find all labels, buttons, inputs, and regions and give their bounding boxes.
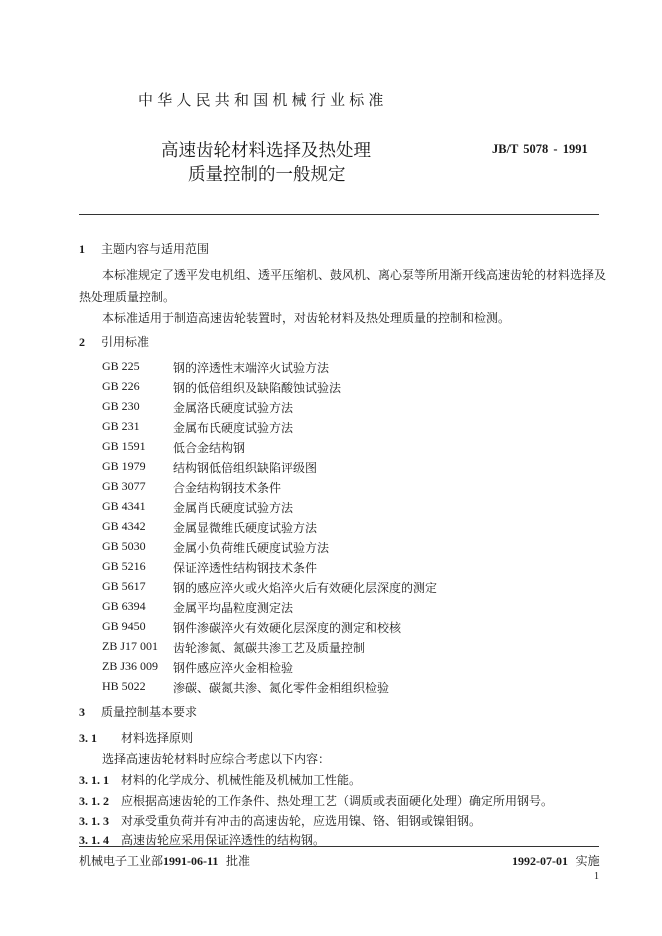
reference-code: GB 4341 <box>102 499 146 513</box>
reference-title: 金属肖氏硬度试验方法 <box>173 501 294 515</box>
reference-code: GB 225 <box>102 359 140 373</box>
reference-title: 钢件渗碳淬火有效硬化层深度的测定和校核 <box>173 621 402 635</box>
header-divider <box>79 214 599 215</box>
reference-code: HB 5022 <box>102 679 146 693</box>
reference-title: 金属显微维氏硬度试验方法 <box>173 521 318 535</box>
section-3-title: 质量控制基本要求 <box>101 705 198 719</box>
section-1-title: 主题内容与适用范围 <box>101 242 210 256</box>
reference-title: 低合金结构钢 <box>173 441 246 455</box>
reference-code: GB 3077 <box>102 479 146 493</box>
reference-code: GB 4342 <box>102 519 146 533</box>
section-3-number: 3 <box>79 705 85 719</box>
section-1-heading <box>79 240 209 257</box>
reference-title: 保证淬透性结构钢技术条件 <box>173 561 318 575</box>
clause-3-1-2 <box>79 792 553 809</box>
clause-number: 3. 1. 4 <box>79 833 109 847</box>
reference-title: 金属洛氏硬度试验方法 <box>173 401 294 415</box>
section-3-heading <box>79 703 197 720</box>
reference-code: GB 226 <box>102 379 140 393</box>
reference-title: 钢的淬透性末端淬火试验方法 <box>173 361 330 375</box>
clause-3-1-3 <box>79 812 481 829</box>
approval-org: 机械电子工业部 <box>79 854 164 868</box>
clause-text: 应根据高速齿轮的工作条件、热处理工艺（调质或表面硬化处理）确定所用钢号。 <box>121 794 554 808</box>
industry-standard-heading: 中华人民共和国机械行业标准 <box>138 91 388 109</box>
section-3-1-heading <box>79 729 193 746</box>
reference-code: GB 5030 <box>102 539 146 553</box>
reference-title: 齿轮渗氮、氮碳共渗工艺及质量控制 <box>173 641 366 655</box>
reference-code: GB 6394 <box>102 599 146 613</box>
approval-word: 批准 <box>226 854 251 868</box>
clause-number: 3. 1. 3 <box>79 814 109 828</box>
reference-title: 金属平均晶粒度测定法 <box>173 601 294 615</box>
reference-title: 结构钢低倍组织缺陷评级图 <box>173 461 318 475</box>
document-title-line1: 高速齿轮材料选择及热处理 <box>161 141 371 161</box>
reference-title: 钢件感应淬火金相检验 <box>173 661 294 675</box>
page-number: 1 <box>594 871 599 882</box>
reference-title: 金属小负荷维氏硬度试验方法 <box>173 541 330 555</box>
clause-text: 对承受重负荷并有冲击的高速齿轮，应选用镍、铬、钼钢或镍钼钢。 <box>121 814 482 828</box>
clause-number: 3. 1. 2 <box>79 794 109 808</box>
section-3-1-number: 3. 1 <box>79 731 97 745</box>
section-2-heading <box>79 333 149 350</box>
section-3-1-intro: 选择高速齿轮材料时应综合考虑以下内容： <box>102 752 331 766</box>
clause-text: 材料的化学成分、机械性能及机械加工性能。 <box>121 773 362 787</box>
reference-code: GB 5617 <box>102 579 146 593</box>
effective-word: 实施 <box>575 854 600 868</box>
clause-number: 3. 1. 1 <box>79 773 109 787</box>
reference-code: GB 9450 <box>102 619 146 633</box>
reference-code: GB 230 <box>102 399 140 413</box>
reference-title: 钢的低倍组织及缺陷酸蚀试验法 <box>173 381 342 395</box>
clause-3-1-1 <box>79 771 361 788</box>
section-1-para2: 本标准适用于制造高速齿轮装置时，对齿轮材料及热处理质量的控制和检测。 <box>102 311 511 325</box>
reference-title: 金属布氏硬度试验方法 <box>173 421 294 435</box>
footer-divider <box>79 846 599 847</box>
reference-title: 钢的感应淬火或火焰淬火后有效硬化层深度的测定 <box>173 581 438 595</box>
reference-code: GB 1591 <box>102 439 146 453</box>
section-3-1-title: 材料选择原则 <box>121 731 194 745</box>
reference-code: GB 5216 <box>102 559 146 573</box>
clause-text: 高速齿轮应采用保证淬透性的结构钢。 <box>121 833 326 847</box>
standard-number: JB/T 5078 - 1991 <box>492 142 588 156</box>
effective-line <box>512 852 600 869</box>
reference-code: GB 231 <box>102 419 140 433</box>
section-1-number: 1 <box>79 242 85 256</box>
section-1-para1-line1: 本标准规定了透平发电机组、透平压缩机、鼓风机、离心泵等所用渐开线高速齿轮的材料选择及 <box>102 268 607 282</box>
reference-title: 渗碳、碳氮共渗、氮化零件金相组织检验 <box>173 681 390 695</box>
section-2-number: 2 <box>79 335 85 349</box>
approval-line <box>79 852 250 869</box>
reference-code: ZB J17 001 <box>102 639 159 653</box>
section-1-para1-line2: 热处理质量控制。 <box>79 290 176 304</box>
approval-date: 1991-06-11 <box>163 854 219 868</box>
section-2-title: 引用标准 <box>101 335 150 349</box>
reference-title: 合金结构钢技术条件 <box>173 481 282 495</box>
reference-code: GB 1979 <box>102 459 146 473</box>
document-title-line2: 质量控制的一般规定 <box>188 165 346 185</box>
effective-date: 1992-07-01 <box>512 854 568 868</box>
reference-code: ZB J36 009 <box>102 659 159 673</box>
